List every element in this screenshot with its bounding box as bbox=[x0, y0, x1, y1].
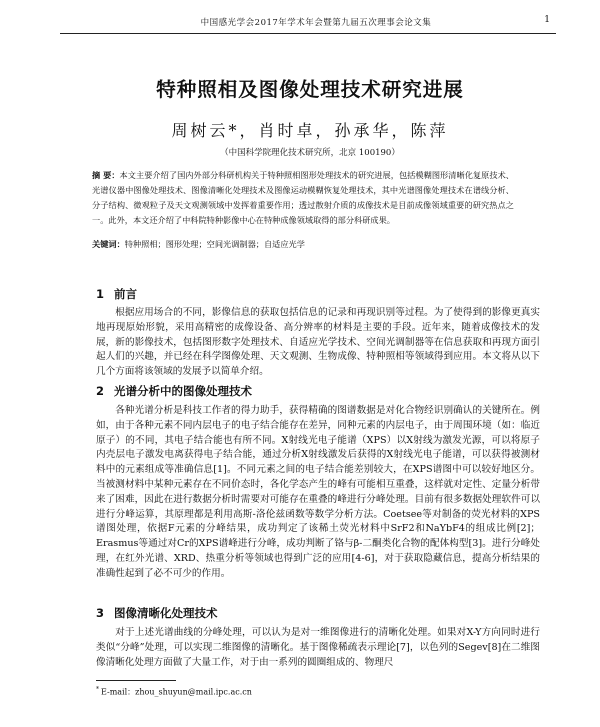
section-heading bbox=[96, 286, 137, 302]
running-title: 中国感光学会2017年学术年会暨第九届五次理事会论文集 bbox=[200, 18, 432, 28]
section-title: 前言 bbox=[114, 287, 138, 301]
footnote bbox=[96, 686, 252, 698]
section-heading bbox=[96, 383, 252, 399]
affiliation: （中国科学院理化技术研究所，北京 100190） bbox=[220, 148, 400, 158]
author-list: 周树云*，肖时卓，孙承华，陈萍 bbox=[171, 121, 449, 140]
section-number: 1 bbox=[96, 287, 105, 301]
section-title: 光谱分析中的图像处理技术 bbox=[114, 384, 253, 398]
footnote-email: E-mail：zhou_shuyun@mail.ipc.ac.cn bbox=[101, 687, 252, 697]
body-paragraph: 各种光谱分析是科技工作者的得力助手，获得精确的图谱数据是对化合物经识别确认的关键所在。例如，由于各种元素不同内层电子的电子结合能存在差异，同种元素的内层电子，由于周围环境（如：临近原子）的不同，其电子结合能也有所不同。X射线光电子能谱（XPS）以X射线为激发光源，可以将原子内壳层电子激发电离获得电子结合能，通过分析X射线激发后获得的X射线光电子能谱，可以获得被测材料中的元素组成等准确信息[1]。不同元素之间的电子结合能差别较大，在XPS谱图中可以较好地区分。当被测材料中某种元素存在不同价态时，各化学态产生的峰有可能相互重叠，这样就对定性、定量分析带来了困难，因此在进行数据分析时需要对可能存在重叠的峰进行分峰处理。目前有很多数据处理软件可以进行分峰运算，其原理都是利用高斯-洛伦兹函数等数学分析方法。Coetsee等对制备的荧光材料的XPS谱图处理，依据F元素的分峰结果，成功判定了该稀土荧光材料中SrF2和NaYbF4的组成比例[2]；Erasmus等通过对Cr的XPS谱峰进行分峰，成功判断了铬与β-二酮类化合物的配体构型[3]。进行分峰处理，在红外光谱、XRD、热重分析等领域也得到广泛的应用[4-6]，对于获取隐藏信息，提高分析结果的准确性起到了必不可少的作用。 bbox=[96, 405, 540, 579]
body-paragraph: 根据应用场合的不同，影像信息的获取包括信息的记录和再现识别等过程。为了使得到的影像更真实地再现原始形貌，采用高精密的成像设备、高分辨率的材料是主要的手段。近年来，随着成像技术的发展，新的影像技术，包括图形数字处理技术、自适应光学技术、空间光调制器等在信息获取和再现方面引起人们的兴趣，并已经在科学图像处理、天文观测、生物成像、特种照相等领域得到应用。本文将从以下几个方面将该领域的发展予以简单介绍。 bbox=[96, 307, 540, 378]
body-paragraph: 对于上述光谱曲线的分峰处理，可以认为是对一维图像进行的清晰化处理。如果对X-Y方向同时进行类似“分峰”处理，可以实现二维图像的清晰化。基于图像稀疏表示理论[7]，以色列的Segev[8]在二维图像清晰化处理方面做了大量工作，对于由一系列的圆圈组成的、物理尺 bbox=[96, 627, 540, 668]
keywords-label: 关键词： bbox=[92, 239, 125, 249]
abstract-label: 摘 要： bbox=[92, 170, 120, 180]
footnote-mark: * bbox=[96, 686, 99, 693]
section-number: 2 bbox=[96, 384, 105, 398]
keywords bbox=[92, 238, 514, 251]
section-title: 图像清晰化处理技术 bbox=[114, 606, 218, 620]
abstract-text: 本文主要介绍了国内外部分科研机构关于特种照相图形处理技术的研究进展，包括模糊图形清晰化复原技术、光谱仪器中图像处理技术、图像清晰化处理技术及图像运动模糊恢复处理技术，其中光谱图像处理技术在谱线分析、分子结构、微观粒子及天文观测领域中发挥着重要作用；透过散射介质的成像技术是目前成像领域重要的研究热点之一。此外，本文还介绍了中科院特种影像中心在特种成像领域取得的部分科研成果。 bbox=[92, 170, 514, 225]
footnote-rule bbox=[96, 680, 176, 681]
paper-title: 特种照相及图像处理技术研究进展 bbox=[156, 78, 464, 101]
keywords-text: 特种照相；图形处理；空间光调制器；自适应光学 bbox=[124, 239, 305, 249]
page-number: 1 bbox=[544, 15, 550, 25]
section-number: 3 bbox=[96, 606, 105, 620]
abstract bbox=[92, 168, 514, 228]
header-rule bbox=[60, 33, 556, 34]
section-heading bbox=[96, 605, 218, 621]
